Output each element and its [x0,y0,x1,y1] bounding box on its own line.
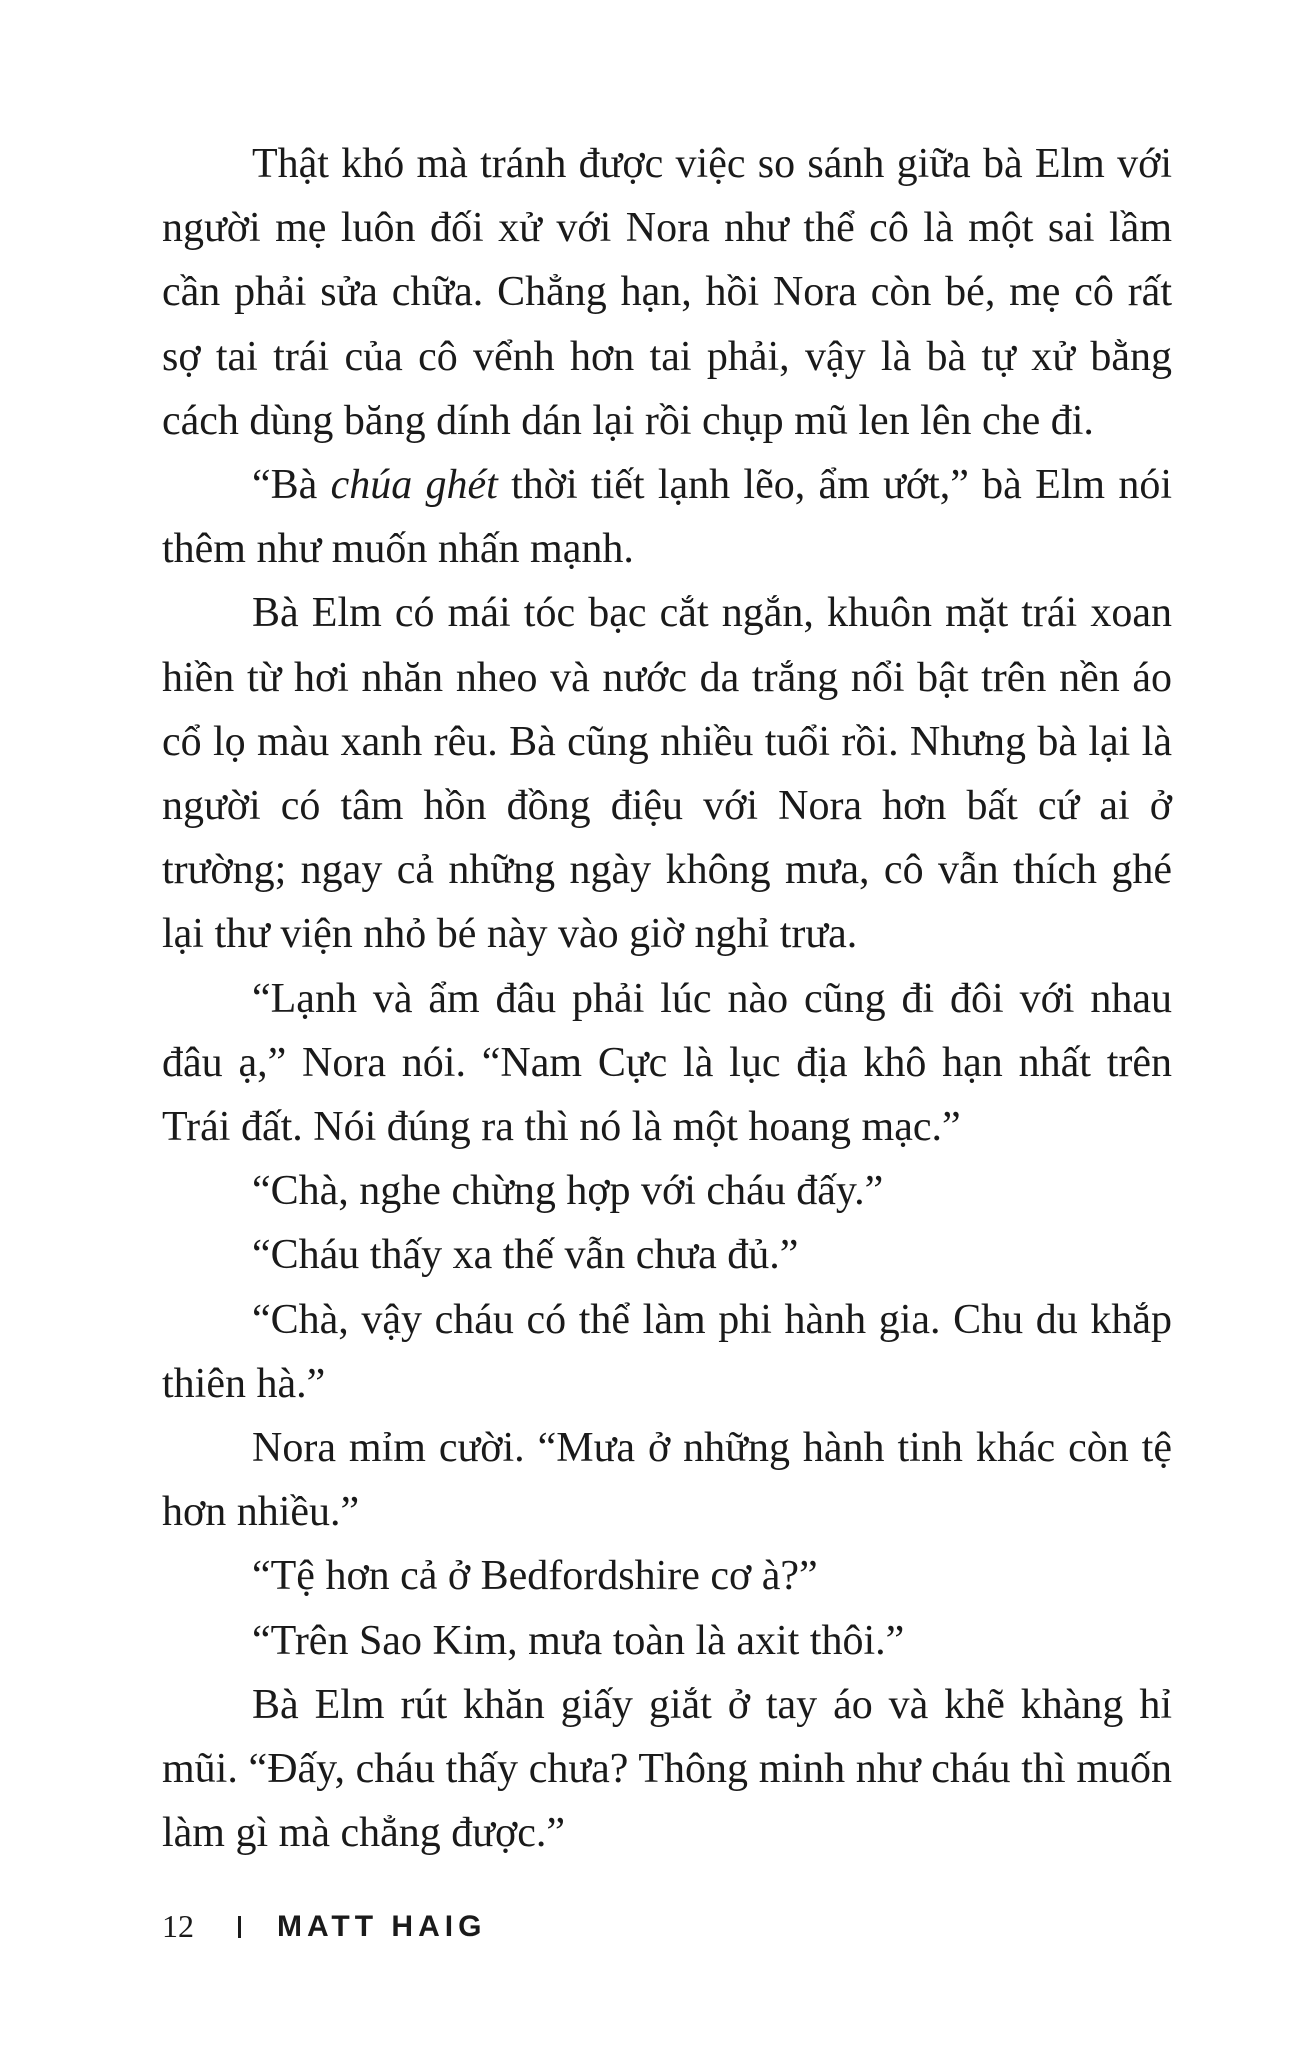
text-segment: “Trên Sao Kim, mưa toàn là axit thôi.” [252,1617,905,1664]
text-segment: thời tiết lạnh lẽo, ẩm ướt,” bà Elm nói thêm như muốn nhấn mạnh. [162,462,1173,573]
paragraph [162,1159,1172,1223]
text-segment: Bà Elm có mái tóc bạc cắt ngắn, khuôn mặt trái xoan hiền từ hơi nhăn nheo và nước da trắng nổi bật trên nền áo cổ lọ màu xanh rêu. Bà cũng nhiều tuổi rồi. Nhưng bà lại là người có tâm hồn đồng điệu với Nora hơn bất cứ ai ở trường; ngay cả những ngày không mưa, cô vẫn thích ghé lại thư viện nhỏ bé này vào giờ nghỉ trưa. [162,590,1172,958]
paragraph [162,1416,1172,1544]
text-segment: Thật khó mà tránh được việc so sánh giữa bà Elm với người mẹ luôn đối xử với Nora như thể cô là một sai lầm cần phải sửa chữa. Chẳng hạn, hồi Nora còn bé, mẹ cô rất sợ tai trái của cô vểnh hơn tai phải, vậy là bà tự xử bằng cách dùng băng dính dán lại rồi chụp mũ len lên che đi. [162,141,1172,444]
paragraph [162,453,1172,581]
emphasized-text: chúa ghét [330,462,498,509]
body-text [162,132,1172,1865]
text-segment: “Chà, nghe chừng hợp với cháu đấy.” [252,1168,884,1215]
running-author: MATT HAIG [277,1909,487,1943]
paragraph [162,1544,1172,1608]
text-segment: “Bà [252,462,331,509]
text-segment: “Cháu thấy xa thế vẫn chưa đủ.” [252,1232,799,1279]
page-number: 12 [162,1908,194,1944]
text-segment: Nora mỉm cười. “Mưa ở những hành tinh khác còn tệ hơn nhiều.” [162,1425,1172,1536]
text-segment: “Tệ hơn cả ở Bedfordshire cơ à?” [252,1553,818,1600]
text-segment: “Chà, vậy cháu có thể làm phi hành gia. Chu du khắp thiên hà.” [162,1296,1172,1407]
paragraph [162,967,1172,1160]
paragraph [162,581,1172,966]
paragraph [162,1673,1172,1866]
footer-separator [238,1916,241,1938]
paragraph [162,1288,1172,1416]
paragraph [162,1223,1172,1287]
paragraph [162,132,1172,453]
text-segment: “Lạnh và ẩm đâu phải lúc nào cũng đi đôi với nhau đâu ạ,” Nora nói. “Nam Cực là lục địa khô hạn nhất trên Trái đất. Nói đúng ra thì nó là một hoang mạc.” [162,975,1172,1151]
page-footer [162,1908,486,1945]
paragraph [162,1609,1172,1673]
text-segment: Bà Elm rút khăn giấy giắt ở tay áo và khẽ khàng hỉ mũi. “Đấy, cháu thấy chưa? Thông minh như cháu thì muốn làm gì mà chẳng được.” [162,1681,1172,1857]
